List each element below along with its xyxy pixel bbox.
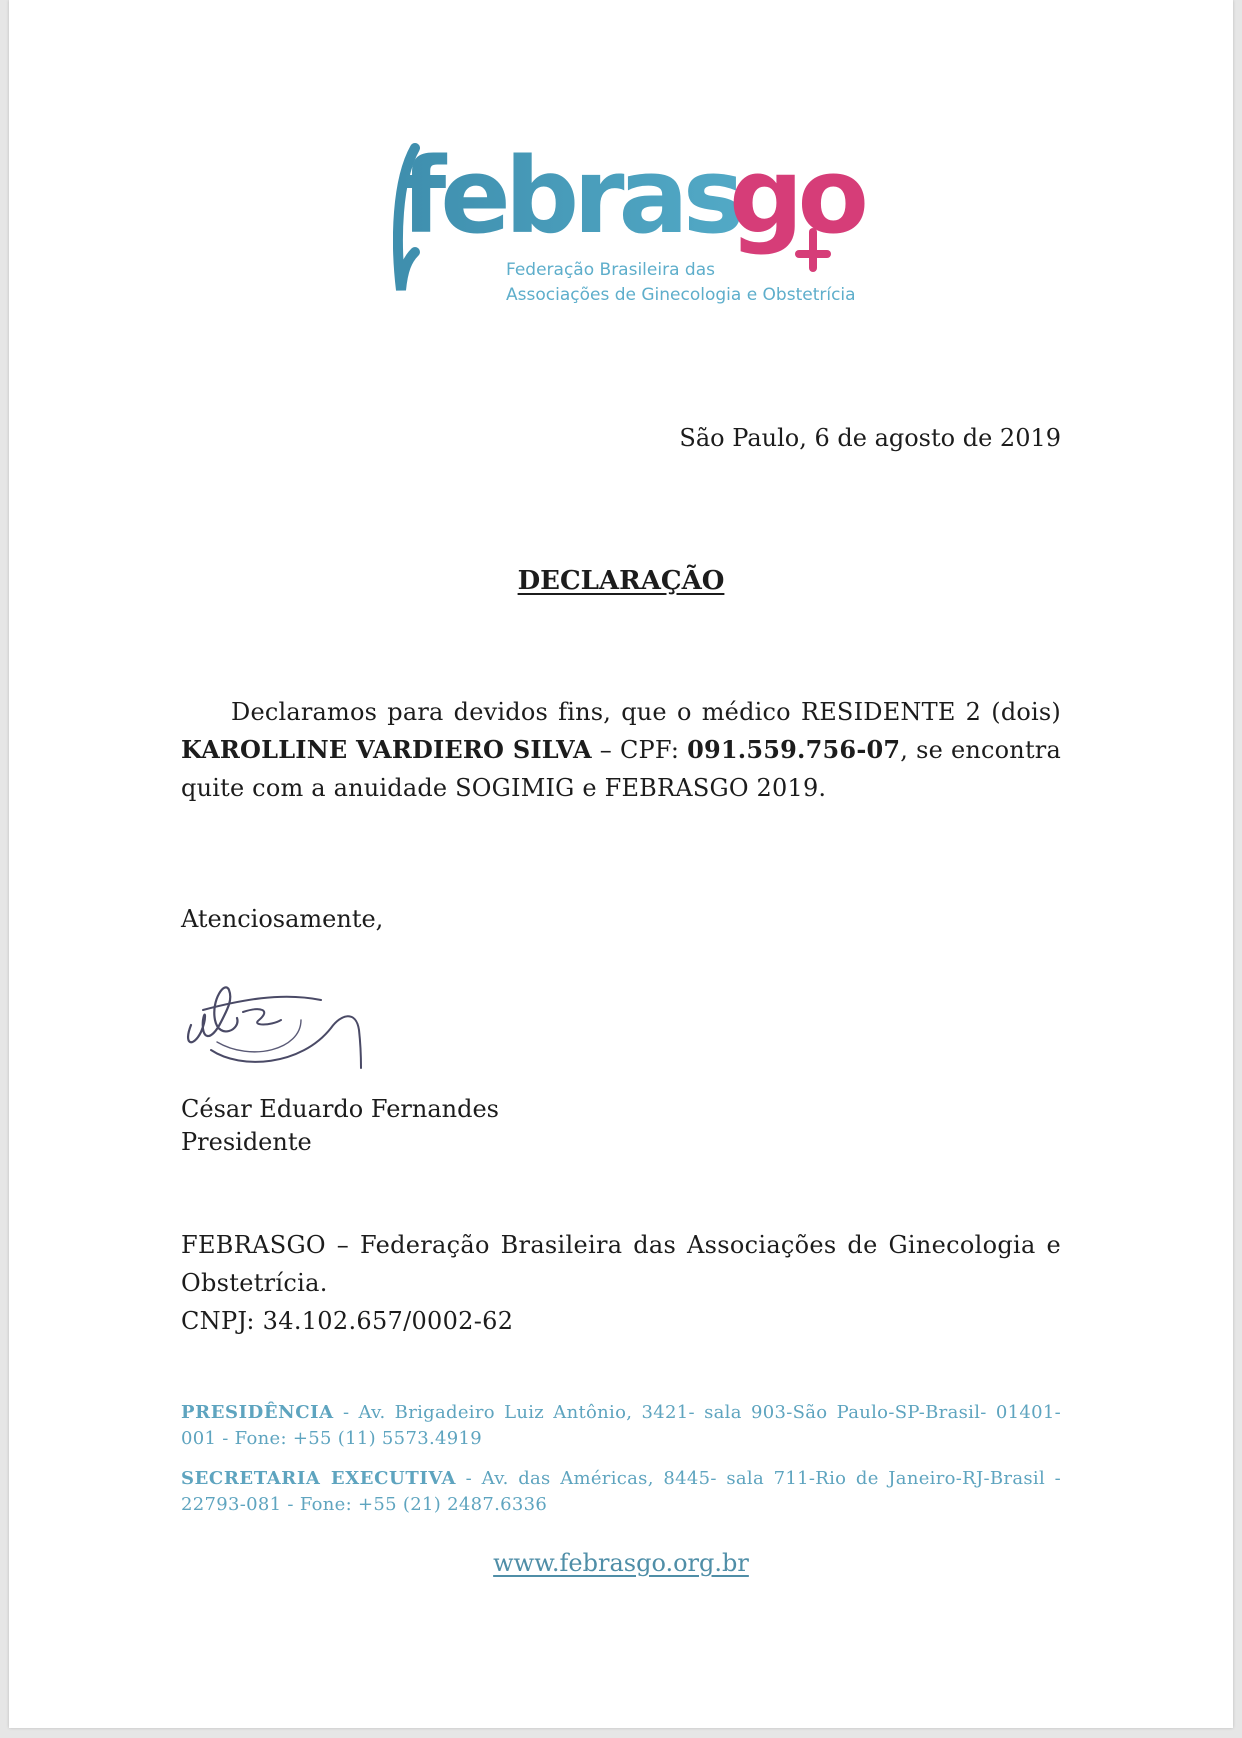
presidencia-label: PRESIDÊNCIA [181,1402,334,1423]
footer-secretaria [181,1466,1061,1518]
website-link[interactable]: www.febrasgo.org.br [493,1549,749,1577]
secretaria-address: - Av. das Américas, 8445- sala 711-Rio de Janeiro-RJ-Brasil - 22793-081 - Fone: +55 (21) 2487.6336 [181,1468,1061,1515]
declaration-prefix: Declaramos para devidos fins, que o médico RESIDENTE 2 (dois) [231,698,1061,726]
febrasgo-logo [393,140,873,320]
person-name: KAROLLINE VARDIERO SILVA [181,735,592,764]
document-date: São Paulo, 6 de agosto de 2019 [679,424,1061,452]
secretaria-label: SECRETARIA EXECUTIVA [181,1468,457,1489]
logo-tagline-line2: Associações de Ginecologia e Obstetrícia [506,285,856,305]
organization-name: FEBRASGO – Federação Brasileira das Associações de Ginecologia e Obstetrícia. [181,1231,1061,1297]
document-title: DECLARAÇÃO [517,566,725,596]
logo-word-main: febras [401,140,739,257]
signer-role: Presidente [181,1128,312,1156]
signer-name: César Eduardo Fernandes [181,1095,499,1123]
closing-salutation: Atenciosamente, [181,905,384,933]
organization-cnpj: CNPJ: 34.102.657/0002-62 [181,1307,514,1335]
footer-presidencia [181,1400,1061,1452]
organization-block [181,1226,1061,1340]
cpf-value: 091.559.756-07 [687,735,901,764]
document-page [9,0,1233,1728]
signer-block [181,1093,499,1159]
cpf-label: – CPF: [591,736,688,764]
declaration-suffix: , se encontra quite com a anuidade SOGIMIG e FEBRASGO 2019. [181,736,1061,802]
logo-word-accent: go [729,140,863,257]
presidencia-address: - Av. Brigadeiro Luiz Antônio, 3421- sala 903-São Paulo-SP-Brasil- 01401-001 - Fone: +55 (11) 5573.4919 [181,1402,1061,1449]
logo-tagline-line1: Federação Brasileira das [506,260,715,280]
handwritten-signature [181,970,381,1080]
declaration-paragraph [181,693,1061,807]
